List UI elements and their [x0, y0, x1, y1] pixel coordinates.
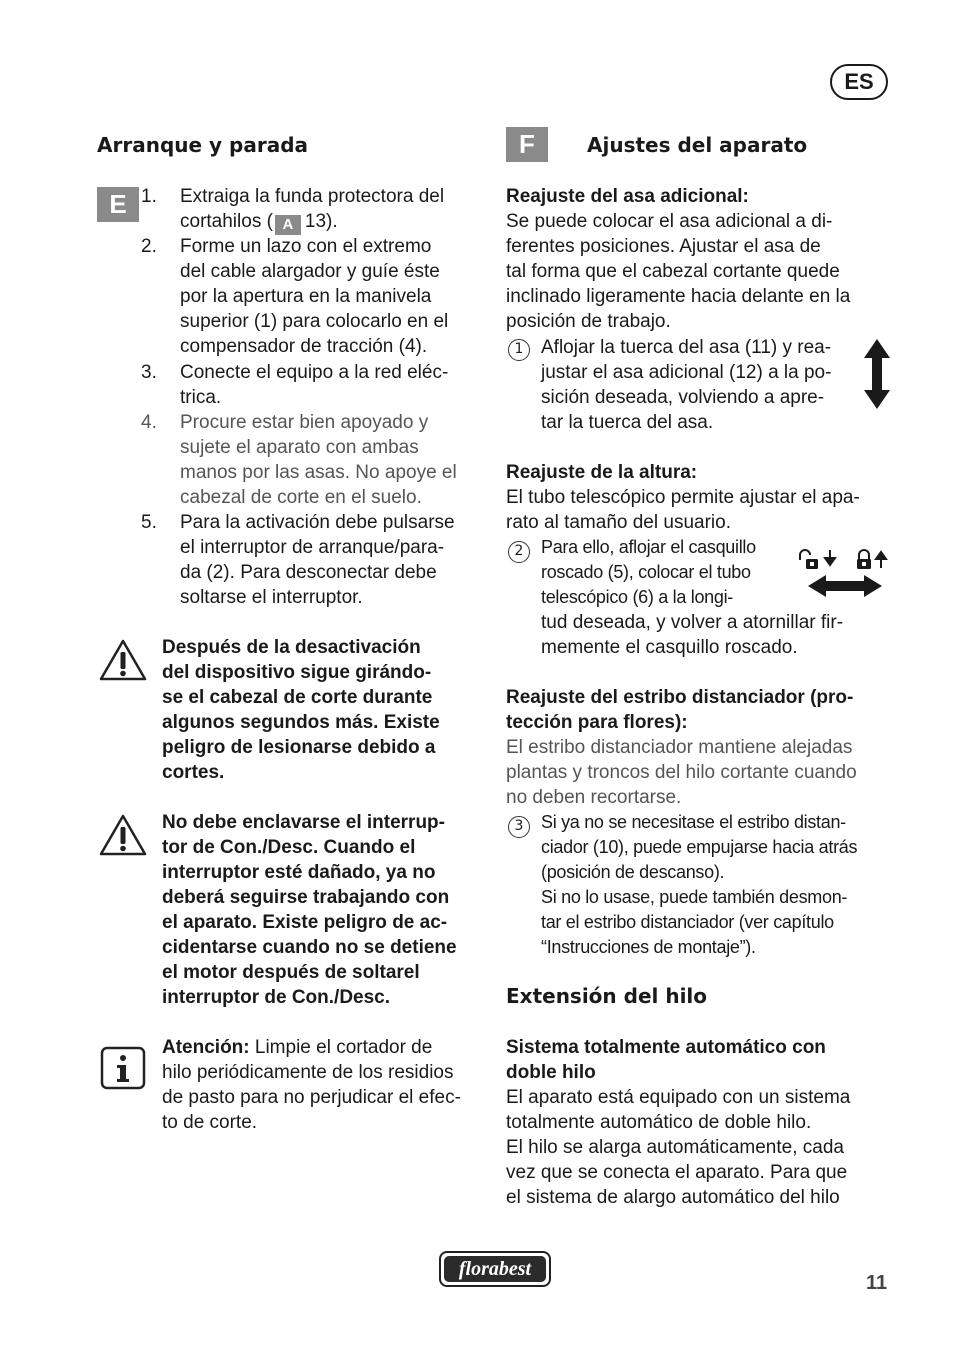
step-number: 4. — [141, 412, 157, 433]
step-circle-3: 3 — [508, 816, 530, 838]
info-note — [162, 1035, 487, 1135]
figure-ref-a: A — [275, 215, 301, 235]
step-circle-1: 1 — [508, 339, 530, 361]
warning-text-1: Después de la desactivación del dispositivo sigue girándo- se el cabezal de corte durante algunos segundos más. Existe peligro de lesionarse debido a cortes. — [162, 637, 440, 783]
info-icon — [100, 1046, 146, 1090]
step-text: Forme un lazo con el extremo del cable alargador y guíe éste por la apertura en la manivela superior (1) para colocarlo en el compensador de tracción (4). — [180, 236, 449, 357]
step-text-altura-b: tud deseada, y volver a atornillar fir- memente el casquillo roscado. — [541, 612, 844, 658]
vertical-double-arrow-icon — [863, 338, 891, 410]
warning-text-2: No debe enclavarse el interrup- tor de Con./Desc. Cuando el interruptor esté dañado, ya no deberá seguirse trabajando con el aparato. Existe peligro de ac- cidentarse cuando no se detiene el motor después de soltarel interruptor de Con./Desc. — [162, 812, 457, 1008]
page-number: 11 — [866, 1272, 888, 1294]
warning-icon — [98, 813, 148, 857]
step-text: Extraiga la funda protectora del cortahilos ( A 13). — [180, 186, 445, 233]
lock-unlock-slide-icon — [796, 546, 892, 600]
step-text-estribo: Si ya no se necesitase el estribo distan- ciador (10), puede empujarse hacia atrás (posición de descanso). Si no lo usase, puede también desmon- tar el estribo distanciador (ver capítulo “Instrucciones de montaje”). — [541, 812, 858, 957]
step-text: Procure estar bien apoyado y sujete el aparato con ambas manos por las asas. No apoye el cabezal de corte en el suelo. — [180, 412, 457, 508]
subheading-asa: Reajuste del asa adicional: — [506, 186, 749, 207]
paragraph-estribo: El estribo distanciador mantiene alejadas plantas y troncos del hilo cortante cuando no deben recortarse. — [506, 737, 857, 808]
step-text: Para la activación debe pulsarse el interruptor de arranque/para- da (2). Para desconectar debe soltarse el interruptor. — [180, 512, 455, 608]
paragraph-altura: El tubo telescópico permite ajustar el apa- rato al tamaño del usuario. — [506, 487, 860, 533]
subheading-altura: Reajuste de la altura: — [506, 462, 698, 483]
subheading-estribo: Reajuste del estribo distanciador (pro- tección para flores): — [506, 687, 854, 733]
section-heading-extension: Extensión del hilo — [506, 984, 708, 1008]
logo-text: florabest — [444, 1256, 546, 1282]
brand-logo — [439, 1251, 551, 1287]
paragraph-sistema: El aparato está equipado con un sistema totalmente automático de doble hilo. El hilo se alarga automáticamente, cada vez que se conecta el aparato. Para que el sistema de alargo automático del hilo — [506, 1087, 851, 1208]
step-number: 2. — [141, 236, 157, 257]
figure-letter-e: E — [97, 187, 139, 222]
step-number: 3. — [141, 362, 157, 383]
step-text-altura-a: Para ello, aflojar el casquillo roscado (5), colocar el tubo telescópico (6) a la longi- — [541, 537, 756, 607]
paragraph-asa: Se puede colocar el asa adicional a di- ferentes posiciones. Ajustar el asa de tal forma que el cabezal cortante quede inclinado ligeramente hacia delante en la posición de trabajo. — [506, 211, 851, 332]
step-number: 1. — [141, 186, 157, 207]
info-text: Limpie el cortador de hilo periódicamente de los residios de pasto para no perjudicar el efec- to de corte. — [162, 1037, 461, 1133]
step-number: 5. — [141, 512, 157, 533]
section-heading-ajustes: Ajustes del aparato — [587, 133, 808, 157]
figure-letter-f: F — [506, 127, 548, 162]
step-text: Conecte el equipo a la red eléc- trica. — [180, 362, 449, 408]
language-badge: ES — [830, 64, 888, 100]
section-heading-arranque: Arranque y parada — [97, 133, 309, 157]
warning-icon — [98, 638, 148, 682]
step-circle-2: 2 — [508, 541, 530, 563]
info-label: Atención: — [162, 1037, 250, 1058]
subheading-sistema: Sistema totalmente automático con doble hilo — [506, 1037, 826, 1083]
step-text-asa: Aflojar la tuerca del asa (11) y rea- justar el asa adicional (12) a la po- sición deseada, volviendo a apre- tar la tuerca del asa. — [541, 337, 832, 433]
